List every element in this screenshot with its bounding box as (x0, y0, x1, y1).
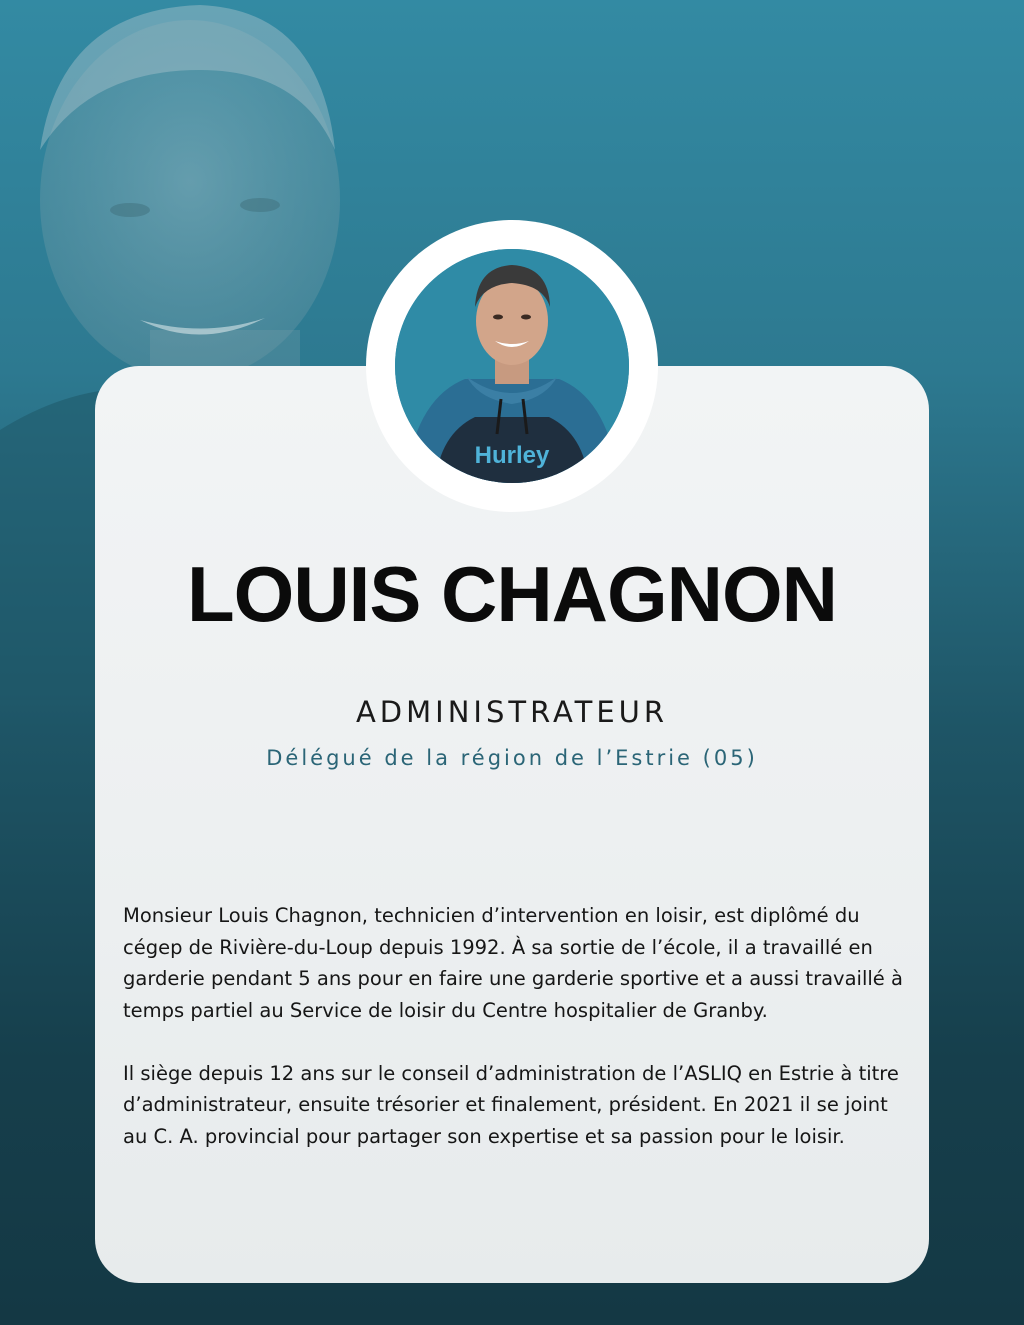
bio-text (123, 900, 913, 1184)
bio-paragraph: Il siège depuis 12 ans sur le conseil d’administration de l’ASLIQ en Estrie à titre d’administrateur, ensuite trésorier et finalement, président. En 2021 il se joint au C. A. provincial pour partager son expertise et sa passion pour le loisir. (123, 1061, 899, 1148)
portrait-photo (395, 249, 629, 483)
shirt-logo: Hurley (474, 442, 550, 469)
avatar (395, 249, 629, 483)
person-name: LOUIS CHAGNON (187, 550, 837, 638)
role-title: ADMINISTRATEUR (355, 695, 669, 729)
region-subtitle: Délégué de la région de l’Estrie (05) (266, 746, 758, 770)
bio-paragraph: Monsieur Louis Chagnon, technicien d’intervention en loisir, est diplômé du cégep de Rivière-du-Loup depuis 1992. À sa sortie de l’école, il a travaillé en garderie pendant 5 ans pour en faire une garderie sportive et a aussi travaillé à temps partiel au Service de loisir du Centre hospitalier de Granby. (123, 904, 903, 1022)
avatar-ring (366, 220, 658, 512)
